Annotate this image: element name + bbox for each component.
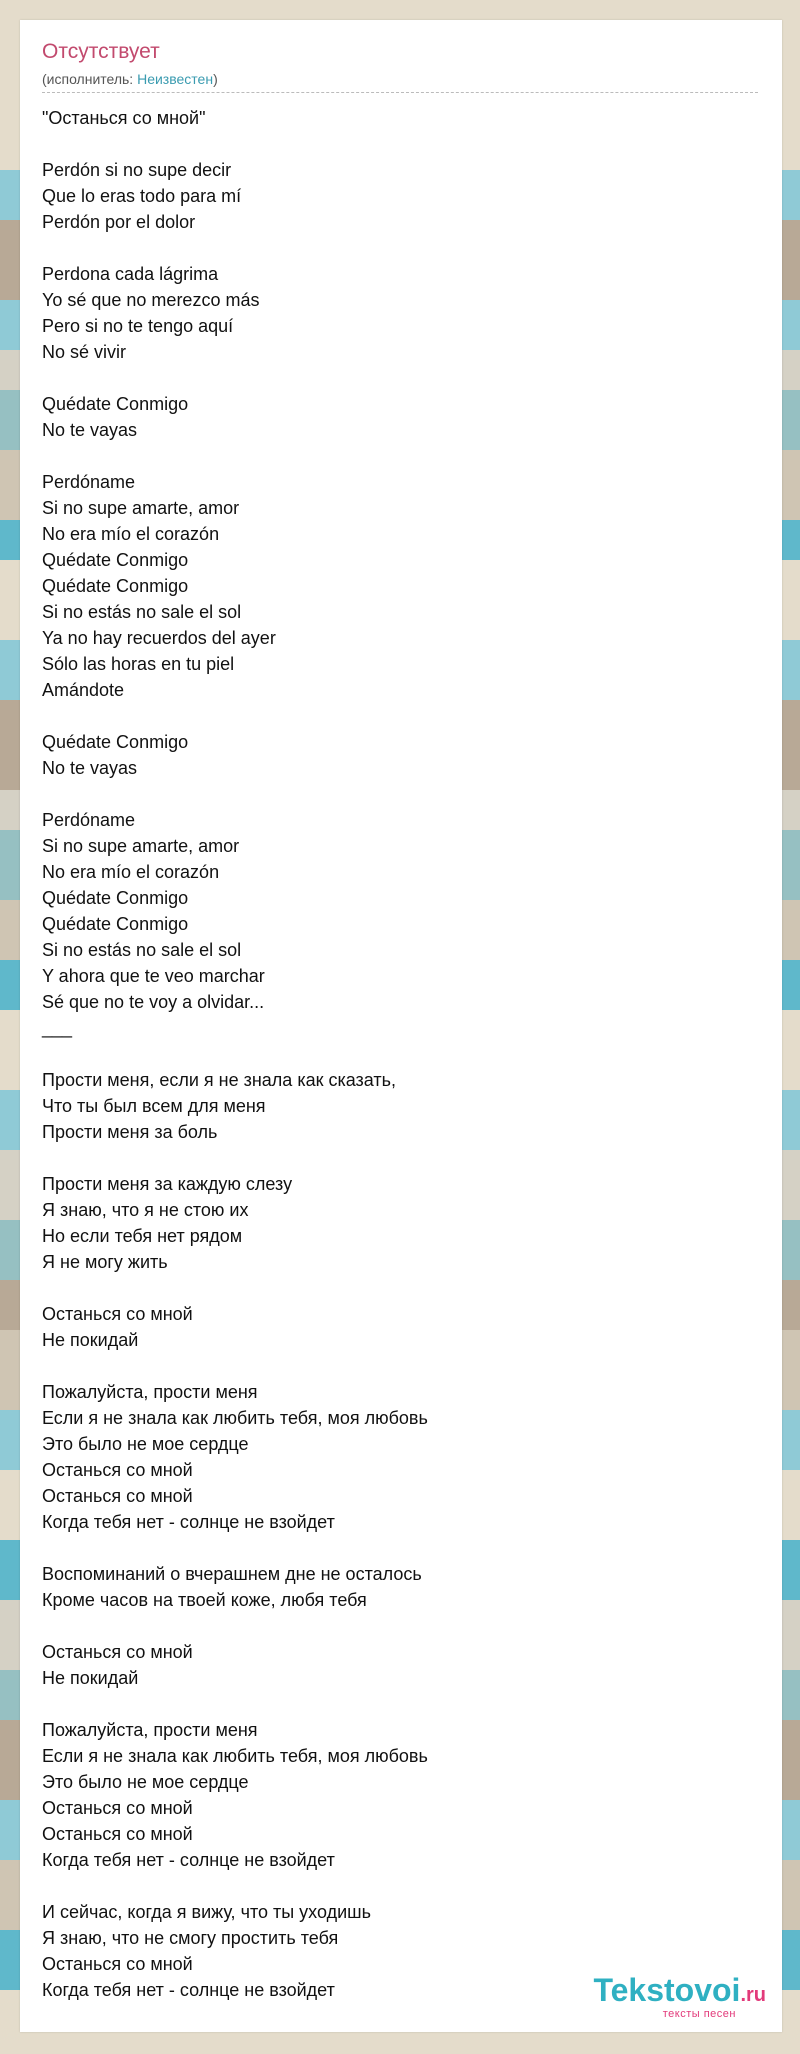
lyric-line — [42, 235, 762, 261]
artist-prefix: (исполнитель: — [42, 71, 138, 87]
lyric-line: Quédate Conmigo — [42, 888, 189, 908]
lyric-line: Это было не мое сердце — [42, 1772, 249, 1792]
lyric-line: Perdona cada lágrima — [42, 264, 219, 284]
lyric-line: Si no supe amarte, amor — [42, 836, 240, 856]
lyric-line: No sé vivir — [42, 342, 127, 362]
lyric-line: Perdóname — [42, 472, 136, 492]
logo-tld: .ru — [740, 1984, 766, 2006]
lyric-line — [42, 1535, 762, 1561]
lyric-line: И сейчас, когда я вижу, что ты уходишь — [42, 1902, 371, 1922]
lyric-line — [42, 1275, 762, 1301]
lyric-line: Не покидай — [42, 1330, 139, 1350]
lyric-line — [42, 1145, 762, 1171]
lyric-line: Когда тебя нет - солнце не взойдет — [42, 1850, 335, 1870]
lyric-line: "Останься со мной" — [42, 108, 206, 128]
lyric-line: Perdón por el dolor — [42, 212, 196, 232]
lyric-line: Quédate Conmigo — [42, 394, 189, 414]
lyric-line: Пожалуйста, прости меня — [42, 1720, 258, 1740]
lyric-line — [42, 131, 762, 157]
artist-suffix: ) — [213, 71, 218, 87]
lyric-line: No te vayas — [42, 758, 138, 778]
lyric-line: No era mío el corazón — [42, 524, 220, 544]
lyric-line: Si no estás no sale el sol — [42, 602, 242, 622]
lyric-line: Не покидай — [42, 1668, 139, 1688]
lyric-line: Perdóname — [42, 810, 136, 830]
lyric-line: Прости меня за каждую слезу — [42, 1174, 293, 1194]
lyric-line: Останься со мной — [42, 1642, 193, 1662]
lyric-line: No te vayas — [42, 420, 138, 440]
lyric-line — [42, 1873, 762, 1899]
lyric-line: Y ahora que te veo marchar — [42, 966, 265, 986]
lyric-line: No era mío el corazón — [42, 862, 220, 882]
lyric-line — [42, 443, 762, 469]
lyric-line: Quédate Conmigo — [42, 550, 189, 570]
lyric-line: Прости меня, если я не знала как сказать, — [42, 1070, 397, 1090]
lyric-line: Кроме часов на твоей коже, любя тебя — [42, 1590, 367, 1610]
lyric-line: Когда тебя нет - солнце не взойдет — [42, 1980, 335, 2000]
lyric-line: Pero si no te tengo aquí — [42, 316, 234, 336]
logo-name: Tekstovoi — [593, 1972, 741, 2008]
lyric-line — [42, 1613, 762, 1639]
lyric-line: Останься со мной — [42, 1798, 193, 1818]
lyric-line: Что ты был всем для меня — [42, 1096, 266, 1116]
lyric-line — [42, 365, 762, 391]
lyric-line: Останься со мной — [42, 1460, 193, 1480]
lyric-line: Пожалуйста, прости меня — [42, 1382, 258, 1402]
lyric-line: Quédate Conmigo — [42, 732, 189, 752]
song-title: Отсутствует — [42, 40, 160, 63]
lyric-line: Quédate Conmigo — [42, 914, 189, 934]
lyric-line: ___ — [42, 1018, 73, 1038]
lyric-line — [42, 1041, 762, 1067]
lyric-line: Но если тебя нет рядом — [42, 1226, 243, 1246]
artist-line — [42, 71, 218, 87]
lyric-line: Я знаю, что не смогу простить тебя — [42, 1928, 339, 1948]
lyric-line: Останься со мной — [42, 1954, 193, 1974]
lyric-line: Прости меня за боль — [42, 1122, 218, 1142]
lyric-line: Останься со мной — [42, 1824, 193, 1844]
lyric-line: Останься со мной — [42, 1486, 193, 1506]
lyric-line — [42, 781, 762, 807]
lyrics-card — [20, 20, 782, 2032]
lyrics-text — [42, 105, 762, 2003]
lyric-line: Si no estás no sale el sol — [42, 940, 242, 960]
lyric-line: Perdón si no supe decir — [42, 160, 232, 180]
lyric-line: Останься со мной — [42, 1304, 193, 1324]
lyric-line: Yo sé que no merezco más — [42, 290, 260, 310]
lyric-line: Если я не знала как любить тебя, моя любовь — [42, 1408, 428, 1428]
lyric-line — [42, 1353, 762, 1379]
lyric-line — [42, 703, 762, 729]
lyric-line: Если я не знала как любить тебя, моя любовь — [42, 1746, 428, 1766]
lyric-line: Sé que no te voy a olvidar... — [42, 992, 265, 1012]
lyric-line: Si no supe amarte, amor — [42, 498, 240, 518]
site-logo[interactable] — [593, 1973, 766, 2020]
lyric-line: Я не могу жить — [42, 1252, 168, 1272]
lyric-line: Que lo eras todo para mí — [42, 186, 242, 206]
lyric-line: Ya no hay recuerdos del ayer — [42, 628, 276, 648]
lyric-line: Это было не мое сердце — [42, 1434, 249, 1454]
artist-link[interactable]: Неизвестен — [137, 71, 214, 87]
lyric-line: Я знаю, что я не стою их — [42, 1200, 249, 1220]
lyric-line: Quédate Conmigo — [42, 576, 189, 596]
lyric-line — [42, 1691, 762, 1717]
lyric-line: Воспоминаний о вчерашнем дне не осталось — [42, 1564, 422, 1584]
logo-tagline: тексты песен — [662, 2008, 736, 2020]
lyric-line: Sólo las horas en tu piel — [42, 654, 235, 674]
header-divider — [42, 92, 758, 93]
lyric-line: Когда тебя нет - солнце не взойдет — [42, 1512, 335, 1532]
lyric-line: Amándote — [42, 680, 125, 700]
